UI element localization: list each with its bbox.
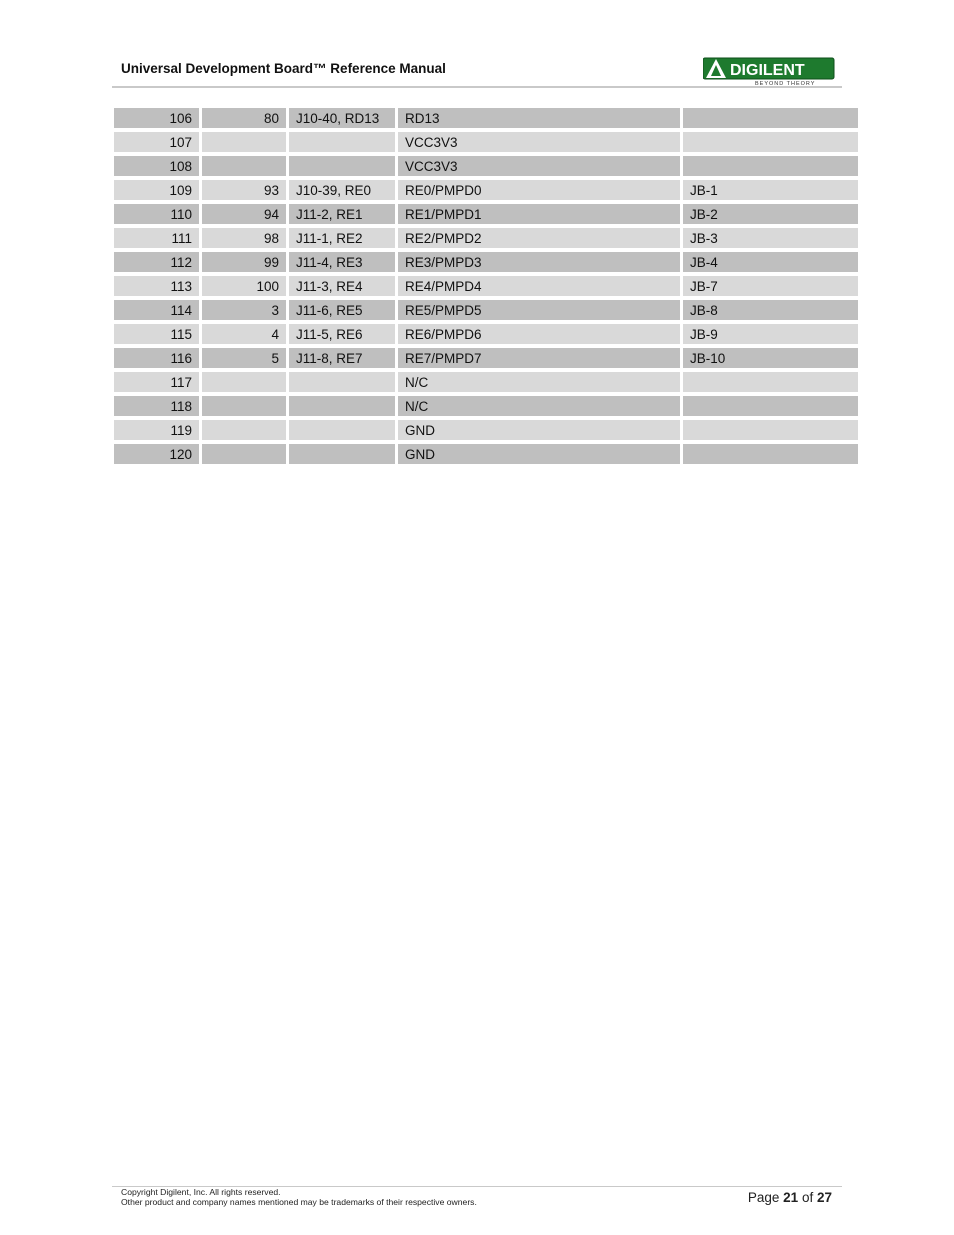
- header-divider: [112, 86, 842, 88]
- cell-signal: RE2/PMPD2: [398, 228, 683, 252]
- document-title: Universal Development Board™ Reference Manual: [121, 61, 446, 76]
- cell-pmod: [683, 372, 858, 396]
- table-row: [114, 276, 858, 300]
- cell-pmod: JB-1: [683, 180, 858, 204]
- footer-legal: [121, 1187, 477, 1207]
- table-row: [114, 396, 858, 420]
- table-row: [114, 132, 858, 156]
- cell-connector: J10-40, RD13: [289, 108, 398, 132]
- digilent-logo: [703, 56, 835, 86]
- table-row: [114, 324, 858, 348]
- page-prefix: Page: [747, 1190, 780, 1205]
- cell-signal: N/C: [398, 372, 683, 396]
- page-of: of: [801, 1190, 814, 1205]
- table-row: [114, 372, 858, 396]
- cell-chip-pin: 93: [202, 180, 289, 204]
- cell-chip-pin: [202, 420, 289, 444]
- cell-signal: RE3/PMPD3: [398, 252, 683, 276]
- cell-pmod: [683, 420, 858, 444]
- cell-chip-pin: 4: [202, 324, 289, 348]
- cell-connector: [289, 444, 398, 468]
- cell-pmod: [683, 156, 858, 180]
- cell-pin-number: 106: [114, 108, 202, 132]
- table-row: [114, 228, 858, 252]
- cell-signal: RE1/PMPD1: [398, 204, 683, 228]
- cell-pin-number: 114: [114, 300, 202, 324]
- table-row: [114, 180, 858, 204]
- cell-signal: RE7/PMPD7: [398, 348, 683, 372]
- cell-connector: [289, 420, 398, 444]
- cell-chip-pin: 5: [202, 348, 289, 372]
- page-current: 21: [783, 1190, 799, 1205]
- cell-connector: J10-39, RE0: [289, 180, 398, 204]
- cell-pmod: JB-8: [683, 300, 858, 324]
- cell-signal: VCC3V3: [398, 132, 683, 156]
- cell-pmod: [683, 132, 858, 156]
- cell-connector: [289, 156, 398, 180]
- table-row: [114, 156, 858, 180]
- cell-connector: J11-8, RE7: [289, 348, 398, 372]
- cell-pin-number: 115: [114, 324, 202, 348]
- cell-pin-number: 107: [114, 132, 202, 156]
- cell-chip-pin: [202, 156, 289, 180]
- cell-pin-number: 117: [114, 372, 202, 396]
- footer-copyright: Copyright Digilent, Inc. All rights reserved.: [121, 1187, 281, 1197]
- cell-signal: RD13: [398, 108, 683, 132]
- cell-pmod: [683, 108, 858, 132]
- cell-pin-number: 112: [114, 252, 202, 276]
- cell-pin-number: 108: [114, 156, 202, 180]
- table-row: [114, 420, 858, 444]
- cell-pmod: [683, 396, 858, 420]
- cell-signal: VCC3V3: [398, 156, 683, 180]
- cell-signal: N/C: [398, 396, 683, 420]
- cell-signal: GND: [398, 444, 683, 468]
- cell-chip-pin: [202, 372, 289, 396]
- cell-pmod: JB-7: [683, 276, 858, 300]
- table-row: [114, 204, 858, 228]
- cell-chip-pin: [202, 132, 289, 156]
- pin-table-body: [114, 108, 858, 468]
- table-row: [114, 444, 858, 468]
- page-number: [748, 1190, 832, 1205]
- cell-chip-pin: [202, 444, 289, 468]
- cell-signal: RE6/PMPD6: [398, 324, 683, 348]
- pin-table: [114, 108, 858, 468]
- cell-pmod: [683, 444, 858, 468]
- cell-chip-pin: 98: [202, 228, 289, 252]
- cell-pin-number: 120: [114, 444, 202, 468]
- cell-pin-number: 116: [114, 348, 202, 372]
- cell-connector: J11-3, RE4: [289, 276, 398, 300]
- table-row: [114, 348, 858, 372]
- cell-signal: RE0/PMPD0: [398, 180, 683, 204]
- cell-chip-pin: 80: [202, 108, 289, 132]
- logo-tagline: BEYOND THEORY: [755, 81, 816, 86]
- page-total: 27: [816, 1190, 832, 1205]
- cell-pmod: JB-9: [683, 324, 858, 348]
- cell-pmod: JB-4: [683, 252, 858, 276]
- cell-connector: J11-1, RE2: [289, 228, 398, 252]
- cell-connector: J11-4, RE3: [289, 252, 398, 276]
- cell-connector: J11-5, RE6: [289, 324, 398, 348]
- logo-wordmark: DIGILENT: [730, 62, 805, 79]
- cell-pin-number: 113: [114, 276, 202, 300]
- table-row: [114, 252, 858, 276]
- cell-signal: RE5/PMPD5: [398, 300, 683, 324]
- cell-chip-pin: 99: [202, 252, 289, 276]
- cell-connector: [289, 132, 398, 156]
- cell-chip-pin: 100: [202, 276, 289, 300]
- cell-signal: RE4/PMPD4: [398, 276, 683, 300]
- cell-pin-number: 109: [114, 180, 202, 204]
- cell-pin-number: 110: [114, 204, 202, 228]
- footer-trademark: Other product and company names mentioned may be trademarks of their respective owners.: [121, 1197, 477, 1207]
- cell-pin-number: 111: [114, 228, 202, 252]
- table-row: [114, 108, 858, 132]
- cell-chip-pin: [202, 396, 289, 420]
- cell-connector: [289, 372, 398, 396]
- cell-connector: J11-2, RE1: [289, 204, 398, 228]
- table-row: [114, 300, 858, 324]
- cell-pin-number: 119: [114, 420, 202, 444]
- cell-connector: J11-6, RE5: [289, 300, 398, 324]
- cell-chip-pin: 94: [202, 204, 289, 228]
- cell-signal: GND: [398, 420, 683, 444]
- cell-pin-number: 118: [114, 396, 202, 420]
- cell-chip-pin: 3: [202, 300, 289, 324]
- cell-pmod: JB-2: [683, 204, 858, 228]
- cell-connector: [289, 396, 398, 420]
- cell-pmod: JB-3: [683, 228, 858, 252]
- cell-pmod: JB-10: [683, 348, 858, 372]
